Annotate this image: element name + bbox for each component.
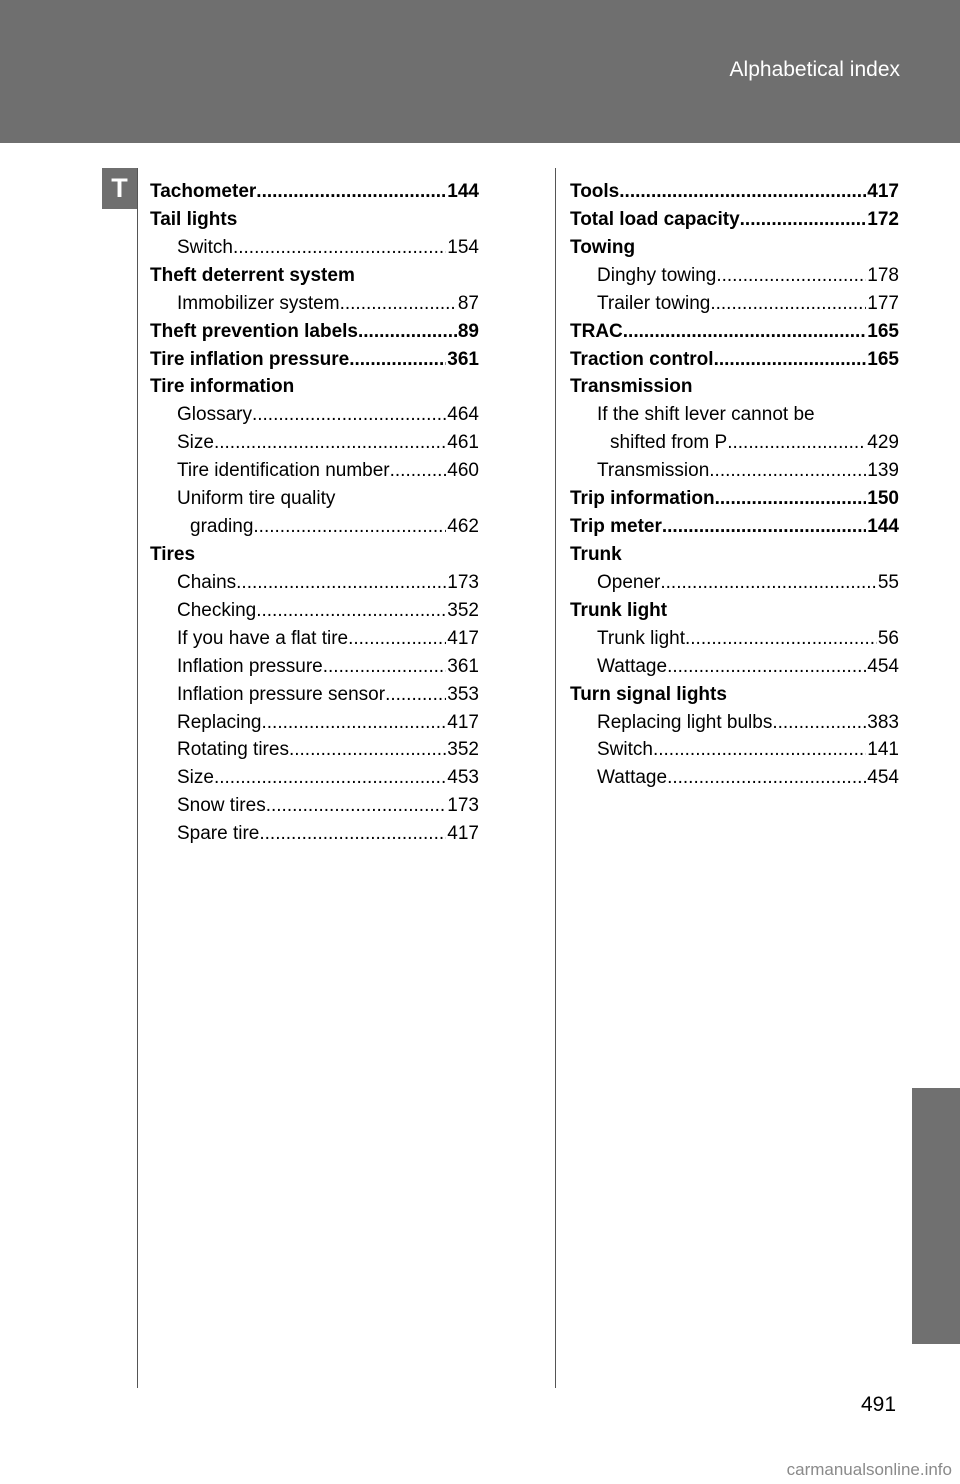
index-entry-text: If the shift lever cannot be (597, 404, 815, 426)
index-entry (570, 373, 899, 401)
index-entry-text: Tire information (150, 376, 295, 398)
index-entry-text: shifted from P (610, 432, 728, 454)
index-entry-page: 429 (867, 432, 899, 454)
index-entry-leader (259, 820, 446, 848)
index-entry (150, 401, 479, 429)
index-entry-leader (214, 429, 446, 457)
index-entry-text: Replacing (177, 711, 262, 733)
index-entry-page: 87 (457, 292, 479, 314)
index-entry-leader (358, 318, 457, 346)
index-entry-text: Tire identification number (177, 460, 390, 482)
index-entry-page: 165 (867, 320, 899, 342)
index-entry-page: 464 (447, 404, 479, 426)
index-entry-text: Towing (570, 236, 636, 258)
index-entry-text: Wattage (597, 767, 668, 789)
index-entry-leader (716, 262, 866, 290)
index-entry-page: 462 (447, 516, 479, 538)
index-entry (150, 820, 479, 848)
section-letter-badge: T (102, 168, 137, 209)
index-entry-leader (660, 569, 876, 597)
index-entry-leader (323, 653, 447, 681)
index-entry-page: 144 (447, 181, 479, 202)
index-entry-page: 144 (867, 516, 899, 538)
index-entry-text: grading (190, 516, 254, 538)
index-entry (150, 262, 479, 290)
index-entry (570, 653, 899, 681)
index-entry-leader (233, 234, 446, 262)
page-title: Alphabetical index (729, 58, 900, 81)
index-entry (150, 709, 479, 737)
index-entry-page: 383 (867, 711, 899, 733)
index-entry (570, 709, 899, 737)
index-entry (150, 681, 479, 709)
index-entry-text: Snow tires (177, 795, 266, 817)
index-entry (570, 290, 899, 318)
index-entry (150, 373, 479, 401)
index-entry (570, 429, 899, 457)
index-entry (150, 234, 479, 262)
index-entry-text: Total load capacity (570, 208, 740, 230)
index-entry-page: 461 (447, 432, 479, 454)
index-entry-page: 361 (447, 655, 479, 677)
index-entry-text: Replacing light bulbs (597, 711, 773, 733)
index-entry-text: Size (177, 767, 214, 789)
index-entry-text: Trunk light (570, 599, 668, 621)
index-entry (150, 541, 479, 569)
index-entry-page: 417 (867, 181, 899, 202)
index-entry-page: 89 (457, 320, 479, 342)
index-entry-text: Switch (177, 236, 233, 258)
index-entry-text: Checking (177, 599, 257, 621)
index-entry-leader (662, 513, 866, 541)
index-entry (150, 569, 479, 597)
index-entry-text: Inflation pressure sensor (177, 683, 386, 705)
index-entry-leader (252, 401, 446, 429)
index-entry-text: Turn signal lights (570, 683, 727, 705)
index-entry (570, 625, 899, 653)
index-entry-page: 417 (447, 627, 479, 649)
index-entry-page: 139 (867, 460, 899, 482)
index-entry-text: Tires (150, 543, 196, 565)
index-column-right (570, 178, 899, 792)
index-entry (570, 764, 899, 792)
index-entry-text: Trip information (570, 488, 715, 510)
index-entry-page: 361 (447, 348, 479, 370)
index-entry-text: Tail lights (150, 208, 238, 230)
index-entry (570, 234, 899, 262)
index-entry-leader (262, 709, 447, 737)
index-entry-page: 141 (867, 739, 899, 761)
index-entry-leader (667, 764, 866, 792)
index-entry-leader (709, 457, 866, 485)
index-entry-leader (710, 290, 866, 318)
index-entry (150, 178, 479, 206)
header-band (0, 0, 960, 143)
index-entry-leader (714, 346, 867, 374)
index-entry (570, 681, 899, 709)
index-entry-page: 454 (867, 767, 899, 789)
index-entry-leader (214, 764, 446, 792)
index-entry (150, 346, 479, 374)
index-entry-text: Dinghy towing (597, 264, 717, 286)
index-entry-text: Opener (597, 571, 661, 593)
page-number: 491 (861, 1393, 897, 1416)
index-entry-page: 56 (877, 627, 899, 649)
index-entry-page: 173 (447, 795, 479, 817)
index-entry (570, 736, 899, 764)
index-entry-text: Chains (177, 571, 237, 593)
index-entry-text: Trunk (570, 543, 622, 565)
index-entry-leader (385, 681, 446, 709)
index-entry-leader (256, 178, 446, 206)
index-entry-leader (667, 653, 866, 681)
index-entry-leader (390, 457, 447, 485)
index-entry-text: Trailer towing (597, 292, 711, 314)
index-entry-text: TRAC (570, 320, 623, 342)
index-entry-page: 417 (447, 823, 479, 845)
index-entry (150, 792, 479, 820)
index-column-left (150, 178, 479, 848)
index-entry-text: Tachometer (150, 181, 257, 202)
index-entry (150, 485, 479, 513)
index-entry-text: Tire inflation pressure (150, 348, 350, 370)
index-entry (150, 206, 479, 234)
index-entry (150, 653, 479, 681)
index-entry (570, 513, 899, 541)
index-entry-text: Spare tire (177, 823, 260, 845)
index-entry-leader (266, 792, 447, 820)
index-entry-text: Traction control (570, 348, 714, 370)
index-entry (570, 401, 899, 429)
index-entry-text: Rotating tires (177, 739, 289, 761)
index-entry-page: 460 (447, 460, 479, 482)
index-entry (570, 318, 899, 346)
index-entry (150, 457, 479, 485)
index-entry (570, 178, 899, 206)
index-entry-leader (256, 597, 446, 625)
index-entry-page: 165 (867, 348, 899, 370)
middle-column-rule (555, 168, 556, 1388)
index-entry-page: 352 (447, 739, 479, 761)
index-entry-text: Tools (570, 181, 620, 202)
index-entry-leader (348, 625, 446, 653)
index-entry-page: 352 (447, 599, 479, 621)
index-entry-leader (740, 206, 867, 234)
index-entry-leader (772, 709, 866, 737)
index-entry-leader (653, 736, 866, 764)
index-entry (570, 541, 899, 569)
index-entry-leader (715, 485, 867, 513)
index-entry-leader (727, 429, 866, 457)
index-entry-text: Switch (597, 739, 653, 761)
index-entry (570, 262, 899, 290)
index-entry (150, 736, 479, 764)
index-entry-text: Theft deterrent system (150, 264, 355, 286)
index-entry (570, 597, 899, 625)
index-entry-page: 353 (447, 683, 479, 705)
index-entry (150, 429, 479, 457)
index-entry-page: 453 (447, 767, 479, 789)
index-entry-leader (289, 736, 446, 764)
index-entry (150, 597, 479, 625)
index-entry (150, 290, 479, 318)
index-entry-leader (685, 625, 877, 653)
index-entry-page: 55 (877, 571, 899, 593)
index-entry-text: Theft prevention labels (150, 320, 358, 342)
index-entry-text: Uniform tire quality (177, 488, 336, 510)
index-entry-page: 417 (447, 711, 479, 733)
index-entry (570, 206, 899, 234)
index-entry-text: Inflation pressure (177, 655, 323, 677)
index-entry-leader (253, 513, 446, 541)
index-entry-leader (349, 346, 446, 374)
index-entry-leader (236, 569, 446, 597)
index-entry (570, 485, 899, 513)
index-entry-text: Immobilizer system (177, 292, 340, 314)
index-entry-page: 172 (867, 208, 899, 230)
index-entry (150, 764, 479, 792)
index-entry-text: Glossary (177, 404, 252, 426)
index-entry-leader (619, 178, 866, 206)
index-entry-text: Transmission (597, 460, 710, 482)
index-entry-text: Wattage (597, 655, 668, 677)
index-entry-text: Trunk light (597, 627, 685, 649)
index-entry (150, 318, 479, 346)
index-entry-text: If you have a flat tire (177, 627, 349, 649)
index-entry (570, 457, 899, 485)
index-entry-page: 178 (867, 264, 899, 286)
index-entry-page: 154 (447, 236, 479, 258)
index-entry (570, 346, 899, 374)
index-entry-page: 173 (447, 571, 479, 593)
index-entry (150, 513, 479, 541)
index-entry-text: Size (177, 432, 214, 454)
left-column-rule (137, 168, 138, 1388)
index-entry-page: 177 (867, 292, 899, 314)
index-entry-page: 150 (867, 488, 899, 510)
index-entry-leader (340, 290, 457, 318)
index-entry-page: 454 (867, 655, 899, 677)
section-side-tab (912, 1088, 960, 1344)
index-entry-text: Transmission (570, 376, 693, 398)
index-entry-leader (623, 318, 867, 346)
watermark: carmanualsonline.info (786, 1460, 952, 1479)
index-entry (570, 569, 899, 597)
index-entry (150, 625, 479, 653)
index-entry-text: Trip meter (570, 516, 662, 538)
